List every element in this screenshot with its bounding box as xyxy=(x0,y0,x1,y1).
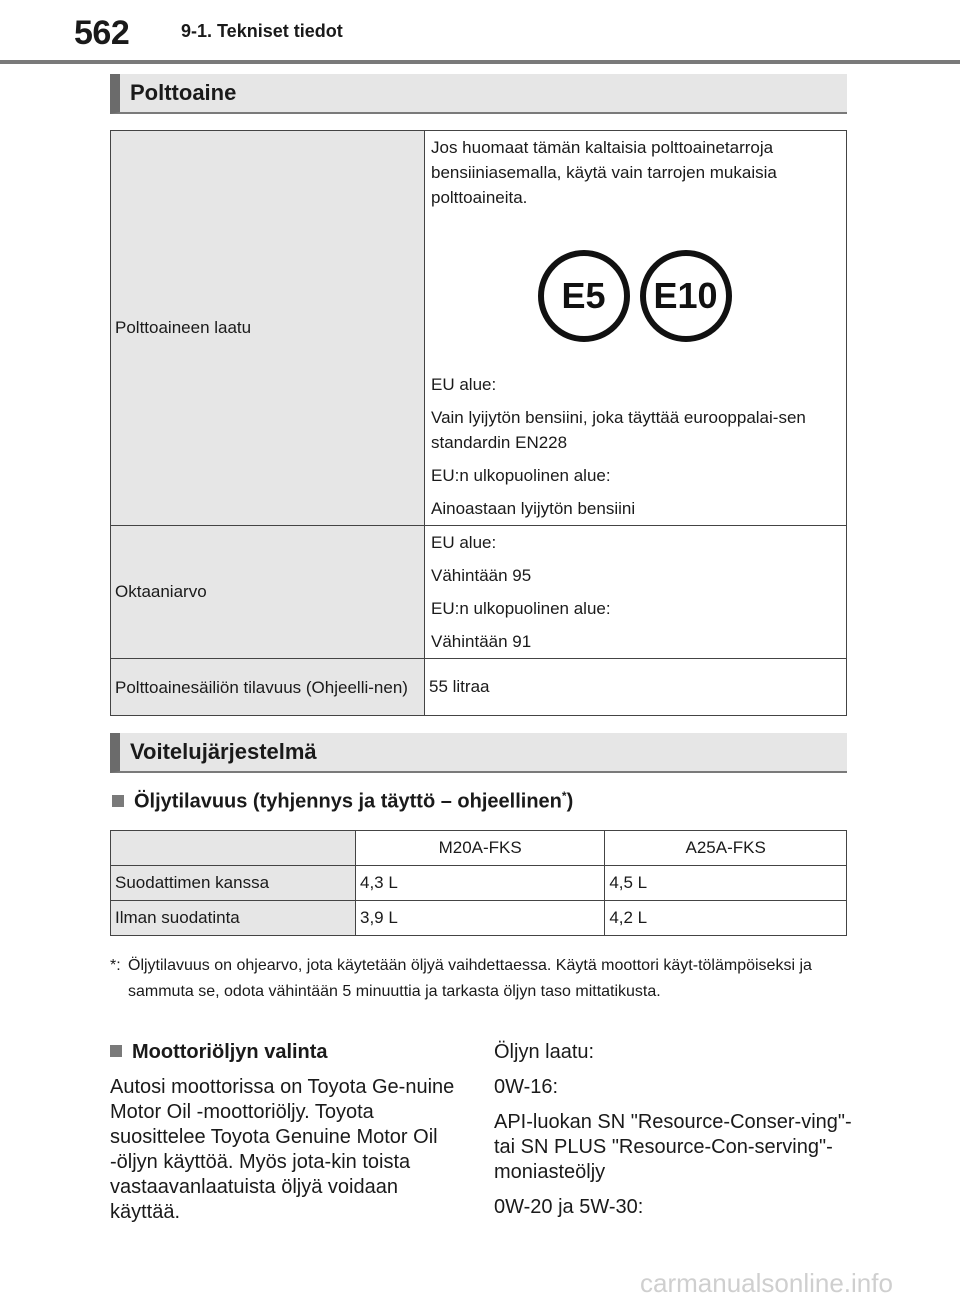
footnote xyxy=(110,953,850,1005)
cell-a25a: 4,5 L xyxy=(605,866,847,901)
oil-selection-right-column xyxy=(494,1040,854,1230)
oil-capacity-heading-text: Öljytilavuus (tyhjennys ja täyttö – ohjeellinen xyxy=(134,790,562,813)
table-header-blank xyxy=(111,831,356,866)
tank-label: Polttoainesäiliön tilavuus (Ohjeelli-nen) xyxy=(111,659,425,716)
row-label: Suodattimen kanssa xyxy=(111,866,356,901)
cell-m20a: 4,3 L xyxy=(356,866,605,901)
octane-eu-label: EU alue: xyxy=(431,533,497,552)
fuel-badges xyxy=(431,250,838,342)
e5-fuel-badge-icon: E5 xyxy=(538,250,630,342)
table-row xyxy=(111,866,847,901)
octane-row xyxy=(111,526,847,659)
oil-selection-heading xyxy=(110,1040,460,1065)
fuel-quality-label: Polttoaineen laatu xyxy=(111,131,425,526)
oil-grade-1-text: API-luokan SN "Resource-Conser-ving"- tai SN PLUS "Resource-Con-serving"-moniasteöljy xyxy=(494,1111,852,1183)
octane-noneu-value: Vähintään 91 xyxy=(431,632,532,651)
fuel-quality-row xyxy=(111,131,847,526)
oil-selection-paragraph: Autosi moottorissa on Toyota Ge-nuine Motor Oil -moottoriöljy. Toyota suosittelee Toyota Genuine Motor Oil -öljyn käyttöä. Myös jota-kin toista vastaavanlaatuista öljyä voidaan käyttää. xyxy=(110,1076,455,1223)
tank-value: 55 litraa xyxy=(425,659,847,716)
oil-capacity-heading-close: ) xyxy=(566,790,574,813)
cell-m20a: 3,9 L xyxy=(356,901,605,936)
oil-grade-2: 0W-20 ja 5W-30: xyxy=(494,1196,644,1218)
row-label: Ilman suodatinta xyxy=(111,901,356,936)
oil-selection-heading-text: Moottoriöljyn valinta xyxy=(132,1041,328,1063)
cell-a25a: 4,2 L xyxy=(605,901,847,936)
fuel-spec-table xyxy=(110,130,847,716)
octane-eu-value: Vähintään 95 xyxy=(431,566,532,585)
fuel-quality-eu-label: EU alue: xyxy=(431,375,497,394)
footnote-mark: *: xyxy=(110,957,121,974)
oil-selection-left-column xyxy=(110,1040,460,1235)
watermark: carmanualsonline.info xyxy=(640,1268,893,1298)
page-header xyxy=(0,0,960,64)
oil-quality-label: Öljyn laatu: xyxy=(494,1041,595,1063)
table-row xyxy=(111,901,847,936)
chapter-title: 9-1. Tekniset tiedot xyxy=(181,21,343,41)
square-bullet-icon xyxy=(112,795,124,807)
oil-capacity-heading xyxy=(112,789,573,814)
table-header-row xyxy=(111,831,847,866)
oil-grade-1: 0W-16: xyxy=(494,1076,559,1098)
table-header-m20a: M20A-FKS xyxy=(356,831,605,866)
page-number: 562 xyxy=(74,14,130,52)
fuel-quality-intro: Jos huomaat tämän kaltaisia polttoainetarroja bensiiniasemalla, käytä vain tarrojen mukaisia polttoaineita. xyxy=(431,138,777,207)
table-header-a25a: A25A-FKS xyxy=(605,831,847,866)
octane-noneu-label: EU:n ulkopuolinen alue: xyxy=(431,599,611,618)
footnote-star: * xyxy=(561,789,567,803)
section-title-lubrication: Voitelujärjestelmä xyxy=(110,733,847,773)
footnote-text: Öljytilavuus on ohjearvo, jota käytetään öljyä vaihdettaessa. Käytä moottori käyt-tölämpöiseksi ja sammuta se, odota vähintään 5 minuuttia ja tarkasta öljyn taso mittatikusta. xyxy=(128,957,812,1000)
fuel-quality-eu-text: Vain lyijytön bensiini, joka täyttää eurooppalai-sen standardin EN228 xyxy=(431,408,806,452)
tank-row xyxy=(111,659,847,716)
octane-label: Oktaaniarvo xyxy=(111,526,425,659)
fuel-quality-noneu-label: EU:n ulkopuolinen alue: xyxy=(431,466,611,485)
octane-cell xyxy=(425,526,847,659)
square-bullet-icon xyxy=(110,1045,122,1057)
fuel-quality-noneu-text: Ainoastaan lyijytön bensiini xyxy=(431,499,636,518)
section-title-fuel: Polttoaine xyxy=(110,74,847,114)
fuel-quality-cell xyxy=(425,131,847,526)
oil-capacity-table xyxy=(110,830,847,936)
e10-fuel-badge-icon: E10 xyxy=(640,250,732,342)
